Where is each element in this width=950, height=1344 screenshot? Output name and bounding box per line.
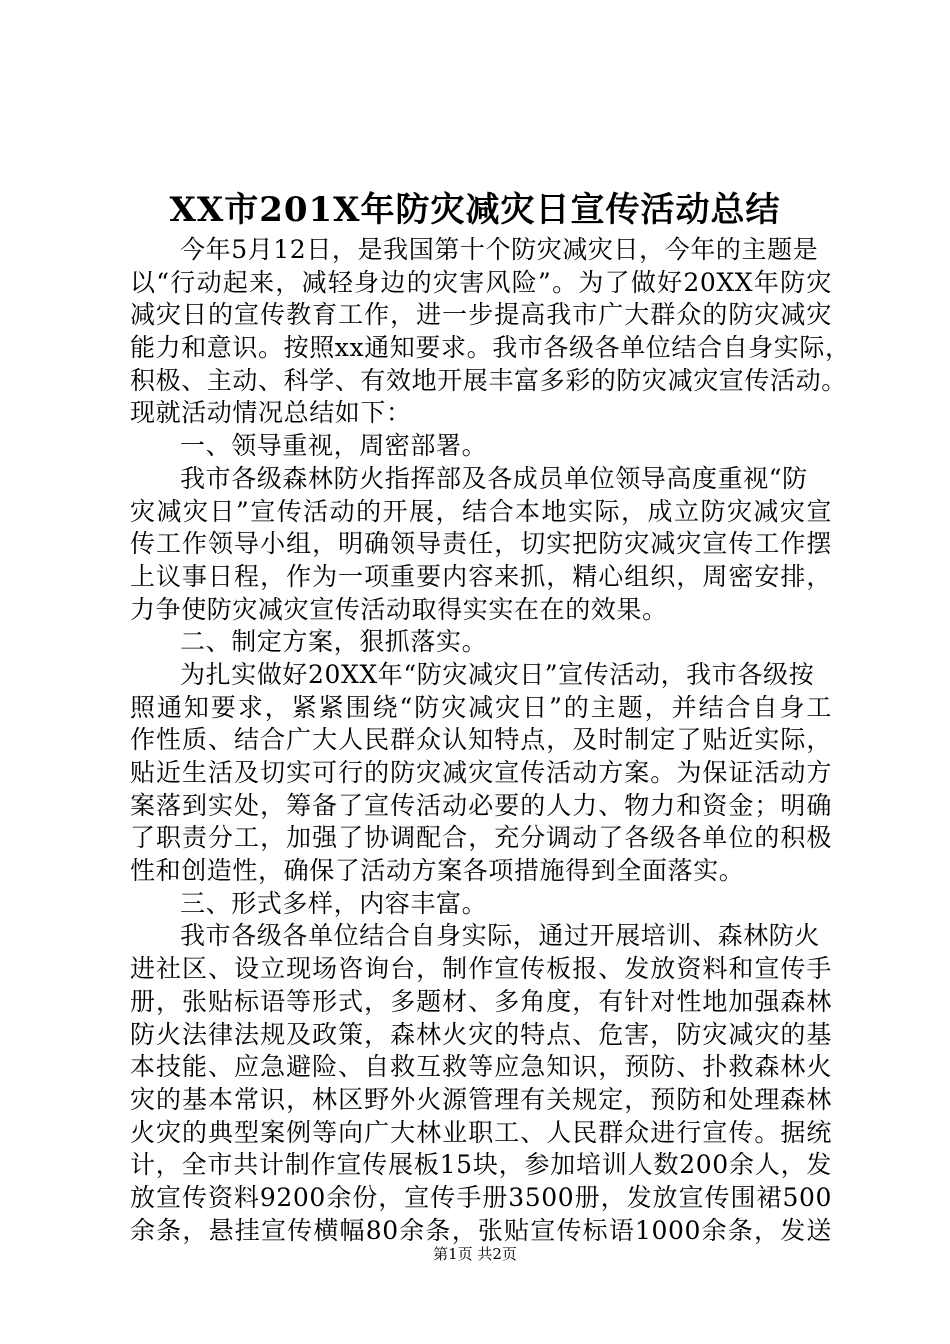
page-footer: 第1页 共2页 bbox=[433, 1245, 517, 1263]
body-line: 贴近生活及切实可行的防灾减灾宣传活动方案。为保证活动方 bbox=[130, 758, 832, 787]
body-line: 火灾的典型案例等向广大林业职工、人民群众进行宣传。据统 bbox=[130, 1117, 832, 1147]
body-line: 传工作领导小组，明确领导责任，切实把防灾减灾宣传工作摆 bbox=[130, 529, 832, 559]
body-line: 作性质、结合广大人民群众认知特点，及时制定了贴近实际， bbox=[130, 725, 832, 755]
body-line: 以“行动起来，减轻身边的灾害风险”。为了做好20XX年防灾 bbox=[130, 267, 832, 297]
body-line: 现就活动情况总结如下： bbox=[130, 398, 412, 428]
body-line: 灾的基本常识，林区野外火源管理有关规定，预防和处理森林 bbox=[130, 1084, 832, 1114]
section-heading: 二、制定方案，狠抓落实。 bbox=[180, 627, 488, 657]
document-title: XX市201X年防灾减灾日宣传活动总结 bbox=[169, 190, 781, 230]
body-line: 减灾日的宣传教育工作，进一步提高我市广大群众的防灾减灾 bbox=[130, 300, 832, 330]
body-line: 计，全市共计制作宣传展板15块，参加培训人数200余人，发 bbox=[130, 1150, 832, 1180]
body-line: 力争使防灾减灾宣传活动取得实实在在的效果。 bbox=[130, 594, 668, 624]
body-line: 案落到实处，筹备了宣传活动必要的人力、物力和资金；明确 bbox=[130, 790, 832, 820]
section-heading: 三、形式多样，内容丰富。 bbox=[180, 888, 488, 918]
body-line: 照通知要求，紧紧围绕“防灾减灾日”的主题，并结合自身工 bbox=[130, 692, 832, 722]
body-line: 进社区、设立现场咨询台，制作宣传板报、发放资料和宣传手 bbox=[130, 954, 832, 984]
body-line: 余条，悬挂宣传横幅80余条，张贴宣传标语1000余条，发送 bbox=[130, 1215, 832, 1245]
body-line: 了职责分工，加强了协调配合，充分调动了各级各单位的积极 bbox=[130, 823, 832, 853]
body-line: 为扎实做好20XX年“防灾减灾日”宣传活动，我市各级按 bbox=[180, 659, 815, 689]
body-line: 我市各级森林防火指挥部及各成员单位领导高度重视“防 bbox=[180, 463, 808, 493]
body-line: 积极、主动、科学、有效地开展丰富多彩的防灾减灾宣传活动。 bbox=[130, 365, 847, 395]
body-line: 性和创造性，确保了活动方案各项措施得到全面落实。 bbox=[130, 856, 745, 886]
body-line: 上议事日程，作为一项重要内容来抓，精心组织，周密安排， bbox=[130, 561, 832, 591]
body-line: 灾减灾日”宣传活动的开展，结合本地实际，成立防灾减灾宣 bbox=[130, 496, 832, 526]
body-line: 能力和意识。按照xx通知要求。我市各级各单位结合自身实际， bbox=[130, 333, 851, 363]
body-line: 防火法律法规及政策，森林火灾的特点、危害，防灾减灾的基 bbox=[130, 1019, 832, 1049]
document-body bbox=[130, 234, 851, 1247]
body-line: 册，张贴标语等形式，多题材、多角度，有针对性地加强森林 bbox=[130, 986, 832, 1016]
section-heading: 一、领导重视，周密部署。 bbox=[180, 431, 488, 461]
body-line: 我市各级各单位结合自身实际，通过开展培训、森林防火 bbox=[180, 921, 821, 951]
body-line: 今年5月12日，是我国第十个防灾减灾日，今年的主题是 bbox=[180, 235, 819, 264]
body-line: 放宣传资料9200余份，宣传手册3500册，发放宣传围裙500 bbox=[130, 1182, 832, 1212]
body-line: 本技能、应急避险、自救互救等应急知识，预防、扑救森林火 bbox=[130, 1052, 832, 1082]
